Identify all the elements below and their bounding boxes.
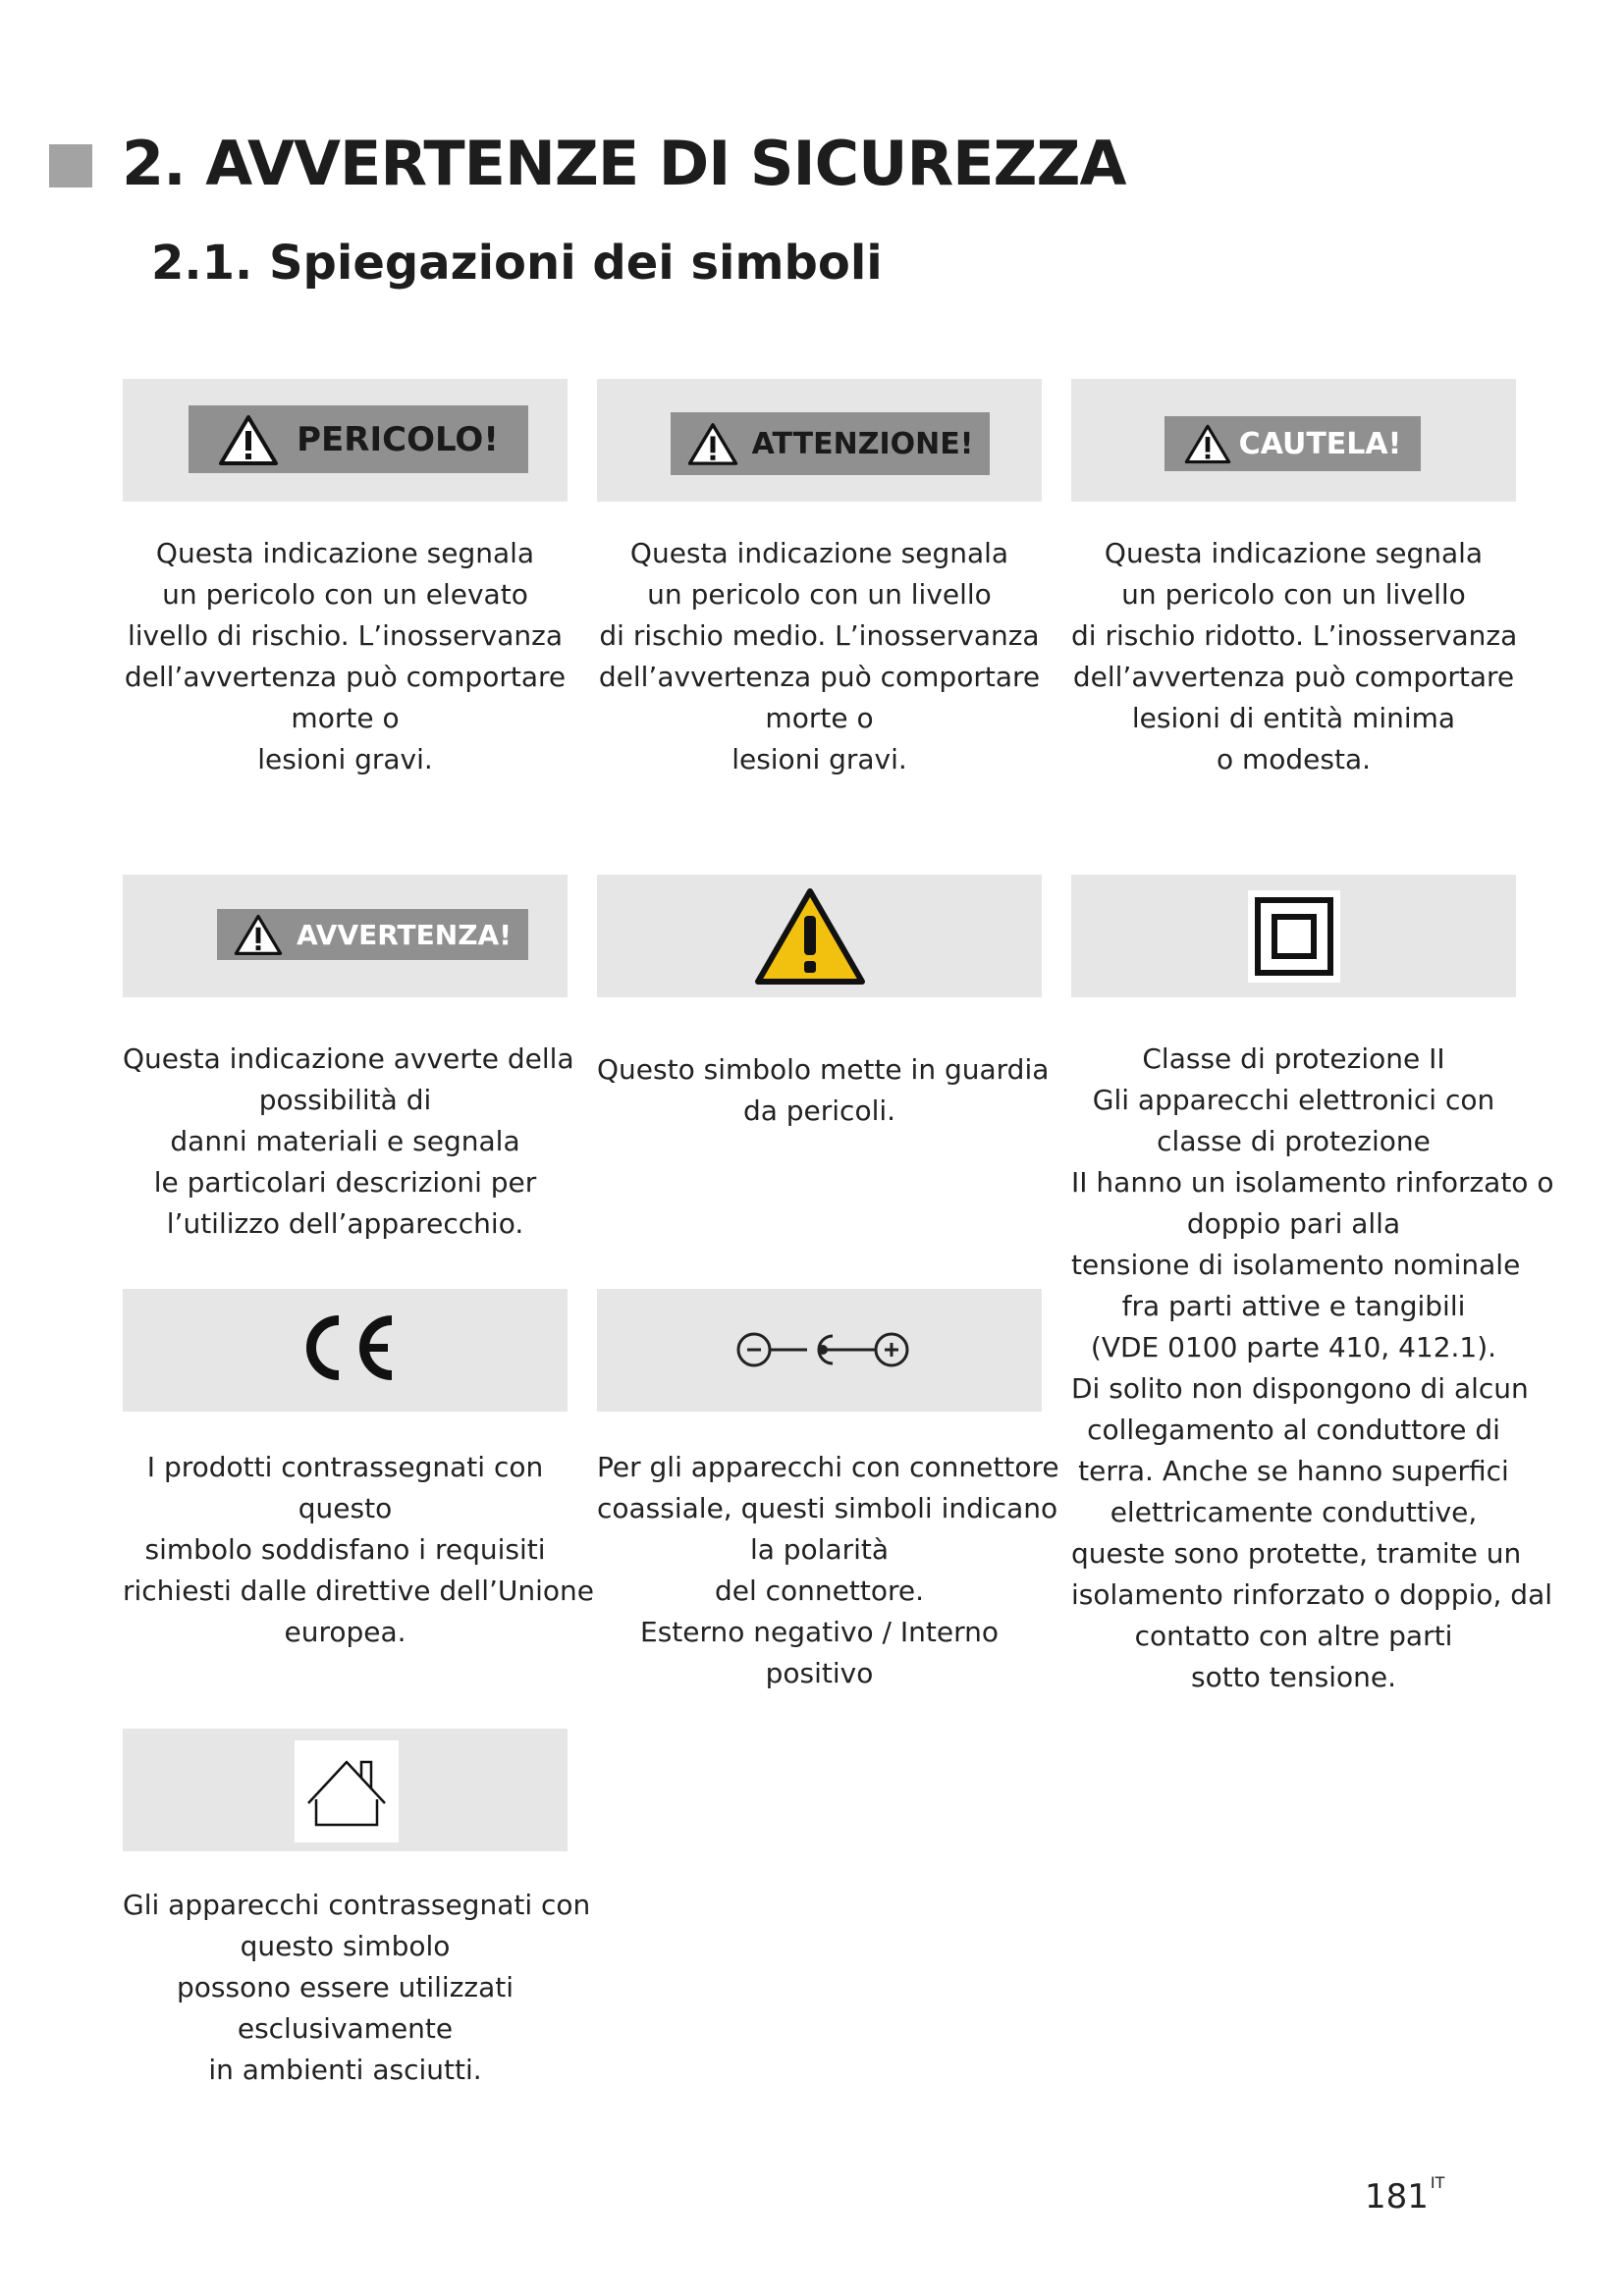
label-text: AVVERTENZA!: [297, 918, 512, 951]
panel-warning-triangle: [597, 875, 1042, 997]
desc-line: livello di rischio. L’inosservanza: [127, 619, 564, 652]
desc-line: I prodotti contrassegnati con: [146, 1451, 544, 1483]
desc-line: in ambienti asciutti.: [208, 2054, 482, 2086]
desc-line: terra. Anche se hanno superfici: [1078, 1455, 1509, 1487]
desc-line: Questa indicazione segnala: [629, 537, 1009, 569]
desc-line: dell’avvertenza può comportare: [1072, 661, 1515, 693]
desc-line: Gli apparecchi elettronici con: [1092, 1084, 1495, 1116]
label-pericolo: [189, 405, 528, 473]
desc-line: morte o: [291, 702, 400, 734]
warning-triangle-icon: [753, 886, 867, 987]
desc-line: un pericolo con un livello: [647, 578, 992, 611]
panel-polarity: [597, 1289, 1042, 1412]
desc-line: Per gli apparecchi con connettore: [597, 1451, 1059, 1483]
desc-line: Questa indicazione avverte della: [123, 1042, 574, 1075]
label-text: ATTENZIONE!: [751, 426, 974, 461]
desc-line: danni materiali e segnala: [170, 1125, 520, 1157]
panel-cautela: [1071, 379, 1516, 502]
panel-avvertenza: [123, 875, 568, 997]
page-language: IT: [1430, 2173, 1445, 2192]
desc-line: collegamento al conduttore di: [1087, 1414, 1500, 1446]
house-icon: [304, 1752, 389, 1831]
desc-line: l’utilizzo dell’apparecchio.: [166, 1207, 524, 1240]
desc-line: da pericoli.: [742, 1095, 896, 1127]
desc-line: classe di protezione: [1157, 1125, 1431, 1157]
desc-line: questo: [298, 1492, 393, 1524]
desc-attenzione: [597, 533, 1042, 780]
desc-line: simbolo soddisfano i requisiti: [144, 1533, 546, 1566]
desc-line: fra parti attive e tangibili: [1121, 1290, 1466, 1322]
desc-line: coassiale, questi simboli indicano: [597, 1492, 1058, 1524]
page-title: 2. AVVERTENZE DI SICUREZZA: [122, 128, 1126, 199]
desc-line: lesioni gravi.: [731, 743, 907, 775]
desc-line: dell’avvertenza può comportare: [598, 661, 1041, 693]
desc-line: (VDE 0100 parte 410, 412.1).: [1090, 1331, 1497, 1363]
label-cautela: [1164, 416, 1421, 471]
desc-line: richiesti dalle direttive dell’Unione: [123, 1575, 594, 1607]
page-number-value: 181: [1365, 2177, 1429, 2216]
desc-line: Esterno negativo / Interno: [640, 1616, 999, 1648]
desc-line: le particolari descrizioni per: [153, 1166, 537, 1199]
heading-marker: [49, 144, 92, 187]
desc-line: II hanno un isolamento rinforzato o: [1071, 1166, 1554, 1199]
panel-pericolo: [123, 379, 568, 502]
desc-line: Di solito non dispongono di alcun: [1071, 1372, 1529, 1405]
ce-mark-icon: [296, 1312, 396, 1383]
section-subtitle: 2.1. Spiegazioni dei simboli: [151, 236, 883, 291]
desc-line: tensione di isolamento nominale: [1071, 1249, 1521, 1281]
panel-protection-class: [1071, 875, 1516, 997]
desc-line: Questo simbolo mette in guardia: [597, 1053, 1050, 1086]
desc-line: Gli apparecchi contrassegnati con: [123, 1889, 591, 1921]
desc-line: esclusivamente: [237, 2012, 454, 2045]
desc-line: possono essere utilizzati: [176, 1971, 514, 2003]
desc-line: doppio pari alla: [1186, 1207, 1401, 1240]
desc-cautela: [1071, 533, 1516, 780]
desc-warning-triangle: [597, 1049, 1050, 1132]
desc-line: questo simbolo: [240, 1930, 451, 1962]
panel-indoor: [123, 1729, 568, 1851]
label-attenzione: [671, 412, 990, 475]
desc-line: Questa indicazione segnala: [1104, 537, 1484, 569]
page-number: [1365, 2173, 1445, 2216]
warning-icon: [687, 421, 738, 466]
warning-icon: [218, 413, 279, 466]
desc-line: di rischio ridotto. L’inosservanza: [1071, 619, 1518, 652]
desc-line: queste sono protette, tramite un: [1071, 1537, 1522, 1570]
label-text: CAUTELA!: [1238, 426, 1402, 461]
desc-line: dell’avvertenza può comportare: [124, 661, 567, 693]
desc-avvertenza: [123, 1039, 574, 1245]
desc-line: sotto tensione.: [1190, 1661, 1397, 1693]
desc-ce: [123, 1447, 594, 1653]
desc-line: europea.: [284, 1616, 406, 1648]
desc-line: un pericolo con un elevato: [162, 578, 528, 611]
desc-protection-class: [1071, 1039, 1554, 1698]
desc-line: positivo: [765, 1657, 874, 1689]
desc-line: Questa indicazione segnala: [155, 537, 535, 569]
warning-icon: [1184, 423, 1231, 464]
desc-line: isolamento rinforzato o doppio, dal: [1071, 1578, 1552, 1611]
desc-line: del connettore.: [714, 1575, 925, 1607]
polarity-icon: [734, 1330, 911, 1369]
label-avvertenza: [217, 909, 528, 960]
class-2-box: [1248, 890, 1340, 983]
desc-line: la polarità: [749, 1533, 890, 1566]
warning-icon: [234, 913, 283, 956]
desc-line: lesioni gravi.: [257, 743, 433, 775]
desc-line: possibilità di: [258, 1084, 432, 1116]
desc-indoor: [123, 1885, 591, 2091]
desc-line: o modesta.: [1216, 743, 1372, 775]
desc-line: di rischio medio. L’inosservanza: [599, 619, 1040, 652]
desc-polarity: [597, 1447, 1059, 1694]
panel-attenzione: [597, 379, 1042, 502]
label-text: PERICOLO!: [297, 419, 499, 459]
desc-line: un pericolo con un livello: [1121, 578, 1466, 611]
desc-line: morte o: [765, 702, 874, 734]
desc-line: lesioni di entità minima: [1131, 702, 1456, 734]
panel-ce: [123, 1289, 568, 1412]
class-2-icon: [1248, 890, 1340, 983]
house-box: [295, 1740, 399, 1842]
desc-line: contatto con altre parti: [1134, 1620, 1453, 1652]
desc-line: elettricamente conduttive,: [1110, 1496, 1478, 1528]
desc-pericolo: [123, 533, 568, 780]
desc-line: Classe di protezione II: [1142, 1042, 1445, 1075]
